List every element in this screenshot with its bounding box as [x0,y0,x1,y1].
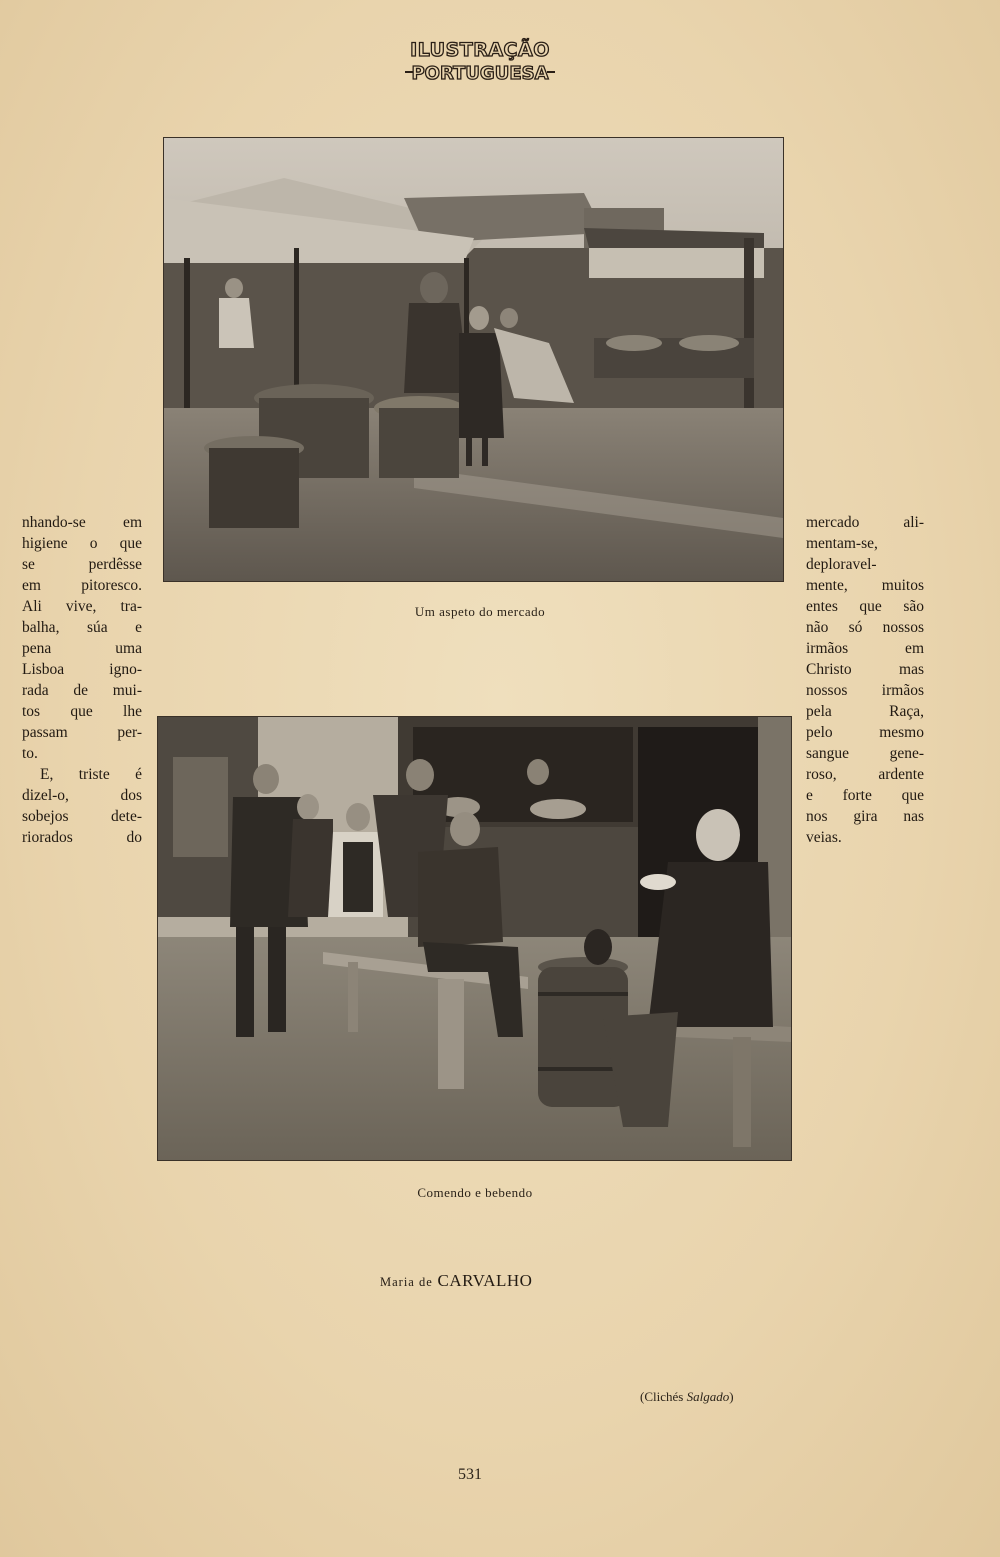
right-line: irmãos em [806,640,924,657]
author-signature [380,1271,580,1291]
right-line: e forte que [806,787,924,804]
left-line: dizel-o, dos [22,787,142,804]
left-line: rada de mui- [22,682,142,699]
photo-credits [640,1389,800,1405]
right-line: sangue gene- [806,745,924,762]
right-text-column [806,512,924,848]
left-line: se perdêsse [22,556,142,573]
page-number: 531 [458,1466,482,1483]
right-line: pela Raça, [806,703,924,720]
right-line: mercado ali- [806,514,924,531]
left-line: Ali vive, tra- [22,598,142,615]
left-line: em pitoresco. [22,577,142,594]
left-line: to. [22,745,38,762]
masthead-logo [400,34,560,90]
right-line: não só nossos [806,619,924,636]
right-line: roso, ardente [806,766,924,783]
credits-prefix: (Clichés [640,1389,684,1404]
left-line: E, triste é [40,766,142,783]
left-line: nhando-se em [22,514,142,531]
right-line: Christo mas [806,661,924,678]
tavern-photo-caption: Comendo e bebendo [417,1185,533,1200]
left-line: balha, súa e [22,619,142,636]
author-first-name: Maria de [380,1275,433,1289]
right-line: deploravel- [806,556,877,573]
left-line: passam per- [22,724,142,741]
right-line: pelo mesmo [806,724,924,741]
right-line: entes que são [806,598,924,615]
right-line: nos gira nas [806,808,924,825]
right-line: nossos irmãos [806,682,924,699]
left-line: sobejos dete- [22,808,142,825]
left-line: Lisboa igno- [22,661,142,678]
market-photo-art [164,138,783,581]
left-line: higiene o que [22,535,142,552]
credits-suffix: ) [729,1389,734,1404]
market-photo [163,137,784,582]
left-text-column [22,512,142,848]
right-line: mente, muitos [806,577,924,594]
masthead-line-1: ILUSTRAÇÃO [410,39,550,61]
tavern-photo [157,716,792,1161]
masthead-line-2: PORTUGUESA [411,63,549,84]
masthead-logo-art [400,34,560,90]
left-line: riorados do [22,829,142,846]
author-last-name: CARVALHO [437,1271,533,1290]
tavern-photo-art [158,717,791,1160]
right-line: veias. [806,829,842,846]
credits-name: Salgado [686,1389,730,1404]
market-photo-caption: Um aspeto do mercado [414,604,546,619]
left-line: pena uma [22,640,142,657]
right-line: mentam-se, [806,535,878,552]
left-line: tos que lhe [22,703,142,720]
